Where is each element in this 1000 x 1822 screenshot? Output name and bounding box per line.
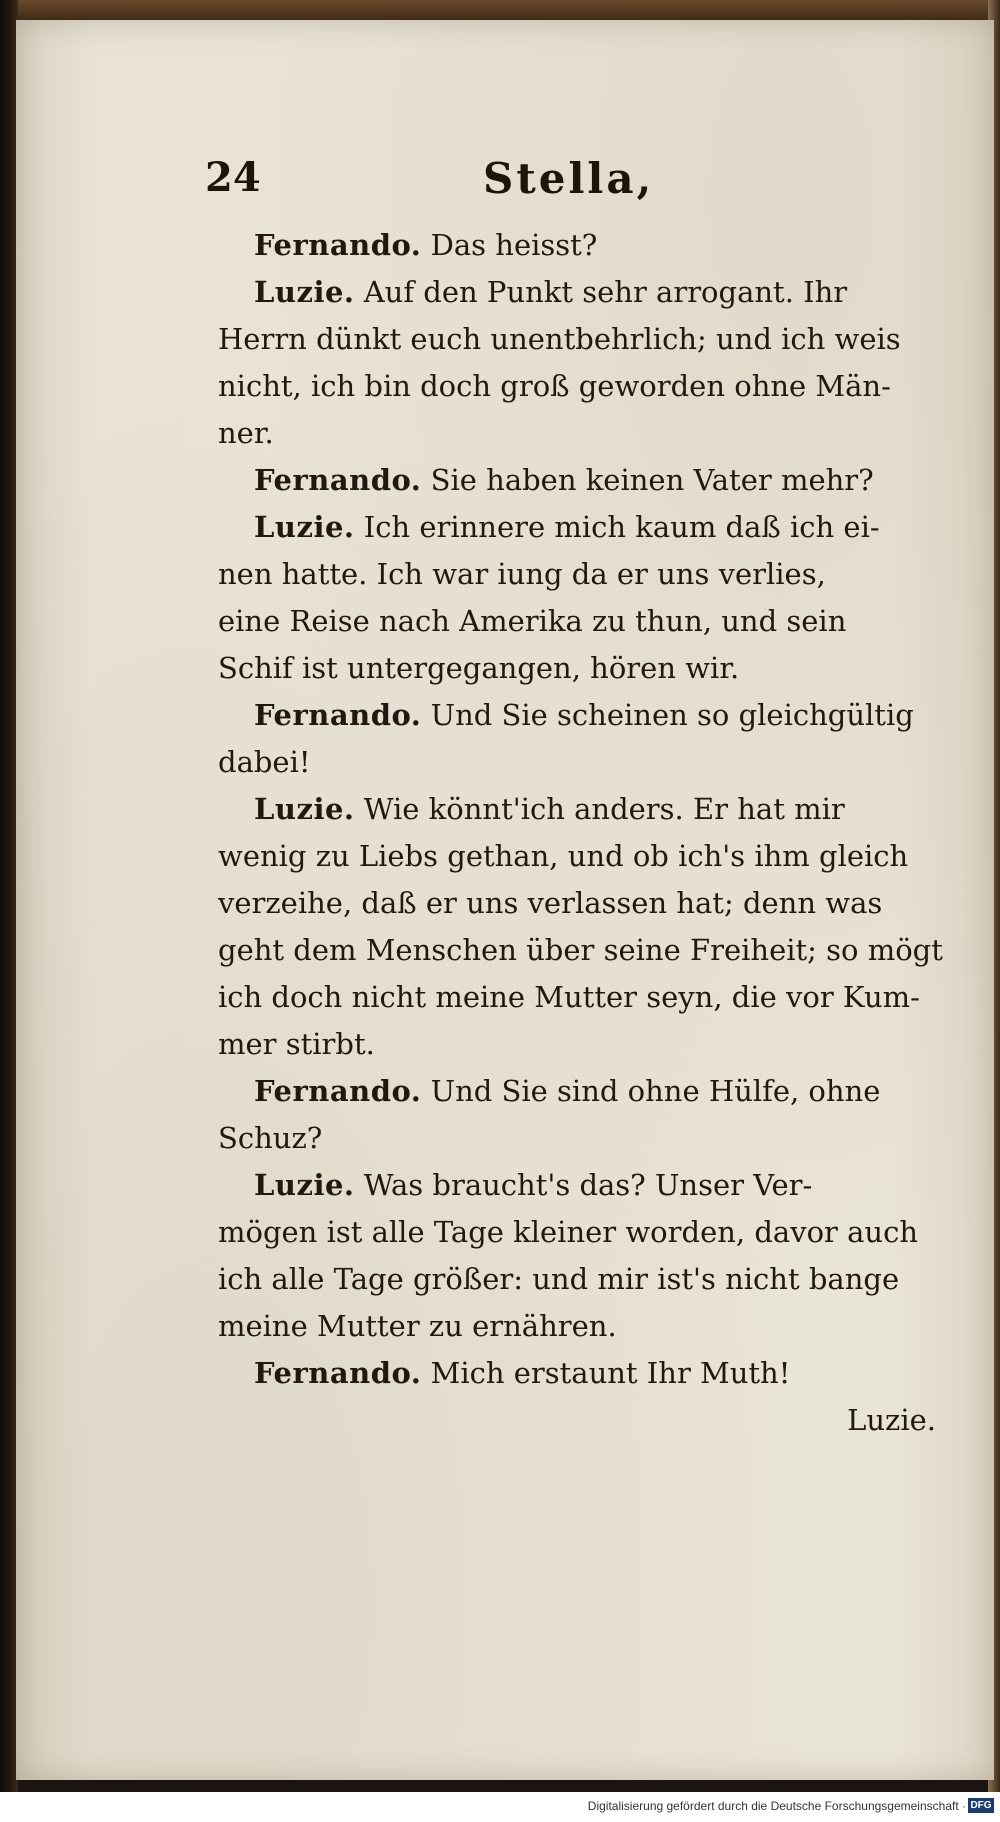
- line-text: Was braucht's das? Unser Ver-: [363, 1168, 813, 1202]
- text-line: [218, 1256, 936, 1303]
- line-text: dabei!: [218, 745, 311, 779]
- text-line: [218, 457, 936, 504]
- speaker-name: Luzie.: [254, 1168, 355, 1202]
- text-line: [218, 316, 936, 363]
- text-line: [218, 833, 936, 880]
- text-line: [218, 504, 936, 551]
- speaker-name: Luzie.: [254, 275, 355, 309]
- line-text: Und Sie sind ohne Hülfe, ohne: [430, 1074, 881, 1108]
- text-line: [218, 1209, 936, 1256]
- line-text: meine Mutter zu ernähren.: [218, 1309, 617, 1343]
- line-text: ich alle Tage größer: und mir ist's nicht bange: [218, 1262, 900, 1296]
- line-text: Das heisst?: [430, 228, 598, 262]
- line-text: Mich erstaunt Ihr Muth!: [430, 1356, 791, 1390]
- speaker-name: Luzie.: [254, 510, 355, 544]
- text-line: [218, 598, 936, 645]
- line-text: mer stirbt.: [218, 1027, 375, 1061]
- line-text: Auf den Punkt sehr arrogant. Ihr: [363, 275, 848, 309]
- line-text: geht dem Menschen über seine Freiheit; so mögt: [218, 933, 943, 967]
- catchword: Luzie.: [847, 1403, 936, 1437]
- speaker-name: Luzie.: [254, 792, 355, 826]
- text-line: [218, 1162, 936, 1209]
- text-line: [218, 1350, 936, 1397]
- line-text: Und Sie scheinen so gleichgültig: [430, 698, 914, 732]
- text-line: [218, 363, 936, 410]
- line-text: Schuz?: [218, 1121, 323, 1155]
- text-line: [218, 880, 936, 927]
- text-line: [218, 786, 936, 833]
- speaker-name: Fernando.: [254, 1074, 422, 1108]
- page-text: [218, 222, 943, 1444]
- speaker-name: Fernando.: [254, 228, 422, 262]
- digitization-credit: Digitalisierung gefördert durch die Deutsche Forschungsgemeinschaft ·: [587, 1799, 966, 1813]
- running-head: Stella,: [483, 154, 655, 203]
- text-line: [218, 974, 936, 1021]
- page-number: 24: [205, 154, 261, 201]
- book-top-edge: [0, 0, 1000, 22]
- line-text: nen hatte. Ich war iung da er uns verlies,: [218, 557, 826, 591]
- speaker-name: Fernando.: [254, 698, 422, 732]
- line-text: Wie könnt'ich anders. Er hat mir: [363, 792, 845, 826]
- line-text: ner.: [218, 416, 274, 450]
- text-line: [218, 269, 936, 316]
- text-line: [218, 739, 936, 786]
- line-text: mögen ist alle Tage kleiner worden, davor auch: [218, 1215, 919, 1249]
- speaker-name: Fernando.: [254, 463, 422, 497]
- text-line: [218, 410, 936, 457]
- line-text: wenig zu Liebs gethan, und ob ich's ihm gleich: [218, 839, 909, 873]
- line-text: eine Reise nach Amerika zu thun, und sein: [218, 604, 847, 638]
- line-text: Herrn dünkt euch unentbehrlich; und ich weis: [218, 322, 901, 356]
- page-header: [205, 154, 935, 214]
- line-text: nicht, ich bin doch groß geworden ohne Män-: [218, 369, 891, 403]
- text-line: [218, 222, 936, 269]
- dfg-logo: DFG: [968, 1798, 994, 1813]
- text-line: [218, 1115, 936, 1162]
- line-text: Ich erinnere mich kaum daß ich ei-: [363, 510, 880, 544]
- line-text: Sie haben keinen Vater mehr?: [430, 463, 874, 497]
- text-line: [218, 1068, 936, 1115]
- line-text: ich doch nicht meine Mutter seyn, die vor Kum-: [218, 980, 920, 1014]
- text-line: [218, 692, 936, 739]
- text-line: [218, 551, 936, 598]
- text-line: [218, 645, 936, 692]
- speaker-name: Fernando.: [254, 1356, 422, 1390]
- line-text: Schif ist untergegangen, hören wir.: [218, 651, 740, 685]
- text-line: [218, 1303, 936, 1350]
- line-text: verzeihe, daß er uns verlassen hat; denn was: [218, 886, 883, 920]
- text-line: [218, 927, 943, 974]
- text-line: [218, 1021, 936, 1068]
